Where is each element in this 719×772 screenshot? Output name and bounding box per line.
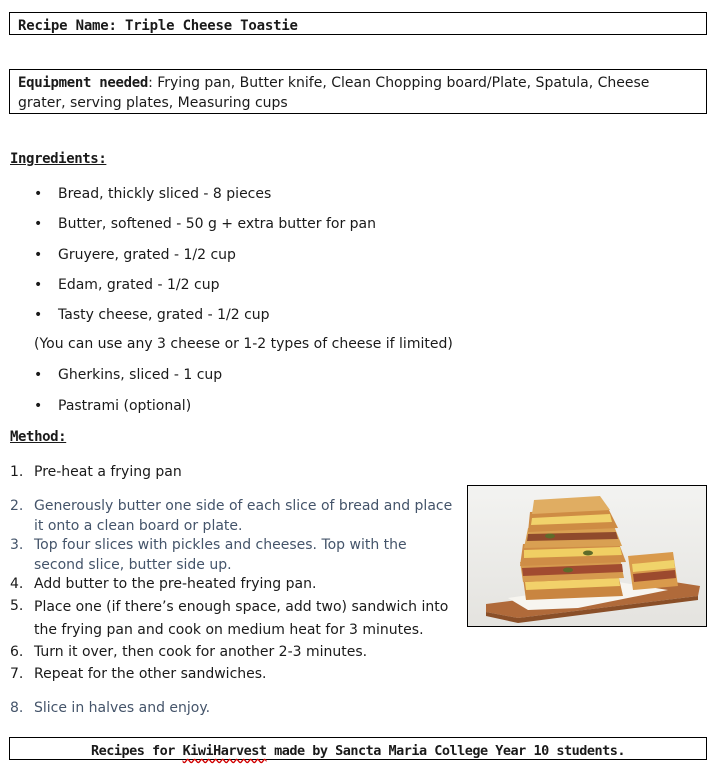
equipment-label: Equipment needed — [18, 75, 149, 91]
step-number: 5. — [10, 598, 24, 614]
bullet-icon: • — [34, 398, 43, 414]
toastie-photo — [467, 485, 707, 627]
ingredient-text: Bread, thickly sliced - 8 pieces — [58, 186, 272, 202]
ingredient-text: Gruyere, grated - 1/2 cup — [58, 247, 236, 263]
ingredients-heading: Ingredients: — [10, 151, 107, 167]
step-number: 4. — [10, 576, 24, 592]
ingredients-note: (You can use any 3 cheese or 1-2 types of cheese if limited) — [34, 336, 453, 352]
bullet-icon: • — [34, 277, 43, 293]
step-number: 6. — [10, 644, 24, 660]
footer-text — [91, 743, 625, 759]
step-number: 1. — [10, 464, 24, 480]
toastie-illustration — [468, 486, 707, 627]
ingredient-text: Pastrami (optional) — [58, 398, 192, 414]
method-heading: Method: — [10, 429, 67, 445]
bullet-icon: • — [34, 186, 43, 202]
step-text: Turn it over, then cook for another 2-3 minutes. — [34, 644, 368, 660]
bullet-icon: • — [34, 367, 43, 383]
equipment-text — [18, 73, 698, 113]
equipment-list: : Frying pan, Butter knife, Clean Chopping board/Plate, Spatula, Cheese grater, serving plates, Measuring cups — [18, 75, 650, 111]
ingredient-text: Tasty cheese, grated - 1/2 cup — [58, 307, 270, 323]
step-text: Slice in halves and enjoy. — [34, 700, 211, 716]
recipe-title-box — [9, 12, 707, 35]
step-number: 8. — [10, 700, 24, 716]
footer-prefix: Recipes for — [91, 743, 183, 759]
bullet-icon: • — [34, 216, 43, 232]
recipe-title: Recipe Name: Triple Cheese Toastie — [18, 18, 298, 34]
step-text: Place one (if there’s enough space, add two) sandwich into the frying pan and cook on medium heat for 3 minutes. — [34, 599, 449, 638]
step-number: 3. — [10, 537, 24, 553]
step-number: 7. — [10, 666, 24, 682]
step-number: 2. — [10, 498, 24, 514]
ingredient-text: Gherkins, sliced - 1 cup — [58, 367, 223, 383]
step-text: Add butter to the pre-heated frying pan. — [34, 576, 317, 592]
step-text: Pre-heat a frying pan — [34, 464, 182, 480]
bullet-icon: • — [34, 247, 43, 263]
step-text: Top four slices with pickles and cheeses. Top with the second slice, butter side up. — [34, 537, 407, 573]
step-text: Repeat for the other sandwiches. — [34, 666, 267, 682]
ingredient-text: Butter, softened - 50 g + extra butter for pan — [58, 216, 377, 232]
bullet-icon: • — [34, 307, 43, 323]
footer-suffix: made by Sancta Maria College Year 10 students. — [266, 743, 625, 759]
footer-brand: KiwiHarvest — [182, 743, 267, 759]
equipment-box — [9, 69, 707, 114]
ingredient-text: Edam, grated - 1/2 cup — [58, 277, 220, 293]
step-text: Generously butter one side of each slice of bread and place it onto a clean board or plate. — [34, 498, 453, 534]
footer-box — [9, 737, 707, 760]
